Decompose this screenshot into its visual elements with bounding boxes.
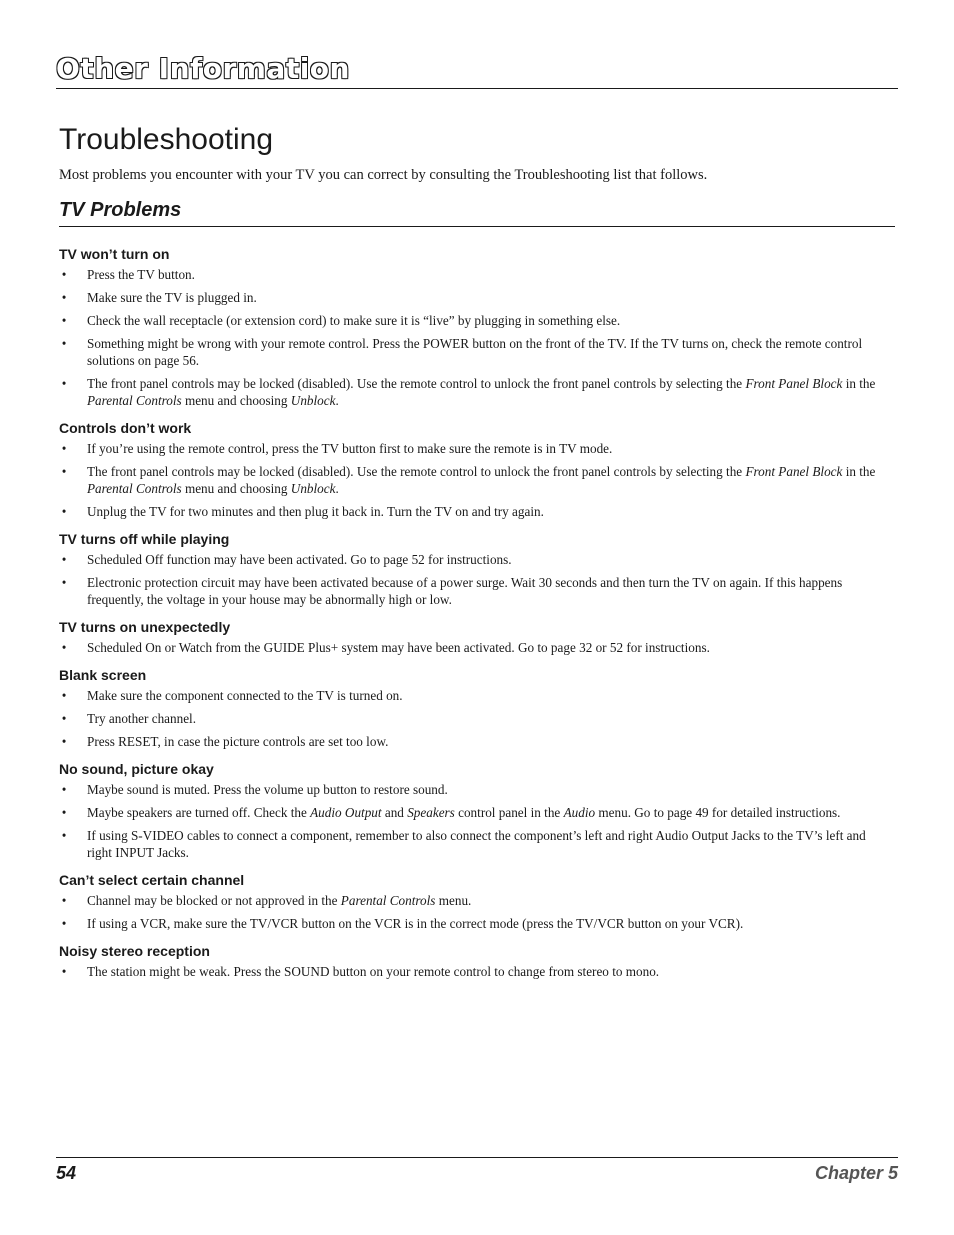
problem-title: Blank screen — [59, 667, 147, 683]
problem-block — [59, 244, 891, 409]
solution-list — [59, 687, 891, 750]
solution-text: Make sure the TV is plugged in. — [87, 290, 257, 305]
bullet-icon: • — [61, 267, 67, 282]
solution-text: Channel may be blocked or not approved in the — [87, 893, 341, 908]
header-rule — [56, 88, 898, 89]
solution-item — [59, 463, 891, 497]
solution-text: and — [381, 805, 408, 820]
bullet-icon: • — [61, 805, 67, 820]
solution-item — [59, 892, 891, 909]
solution-item — [59, 639, 891, 656]
solution-text: If using a VCR, make sure the TV/VCR button on the VCR is in the correct mode (press the TV/VCR button on your VCR). — [87, 916, 744, 931]
solution-text: Unplug the TV for two minutes and then plug it back in. Turn the TV on and try again. — [87, 504, 544, 519]
solution-text: If you’re using the remote control, press the TV button first to make sure the remote is in TV mode. — [87, 441, 613, 456]
problem-title: Can’t select certain channel — [59, 872, 245, 888]
solution-text: The front panel controls may be locked (disabled). Use the remote control to unlock the front panel controls by selecting the — [87, 376, 746, 391]
solution-item — [59, 687, 891, 704]
solution-item — [59, 733, 891, 750]
solution-list — [59, 892, 891, 932]
solution-item — [59, 312, 891, 329]
solution-item — [59, 335, 891, 369]
bullet-icon: • — [61, 964, 67, 979]
problem-block — [59, 617, 891, 656]
bullet-icon: • — [61, 336, 67, 351]
section-title: Troubleshooting — [59, 123, 274, 156]
solution-item — [59, 963, 891, 980]
problem-block — [59, 665, 891, 750]
bullet-icon: • — [61, 504, 67, 519]
menu-reference: Parental Controls — [87, 481, 182, 496]
solution-text: control panel in the — [454, 805, 564, 820]
solution-item — [59, 804, 891, 821]
solution-text: in the — [842, 376, 876, 391]
menu-reference: Speakers — [407, 805, 455, 820]
bullet-icon: • — [61, 290, 67, 305]
menu-reference: Parental Controls — [340, 893, 436, 908]
menu-reference: Front Panel Block — [745, 464, 843, 479]
solution-item — [59, 551, 891, 568]
problem-block — [59, 941, 891, 980]
solution-text: in the — [842, 464, 876, 479]
problems-list — [59, 244, 891, 989]
solution-list — [59, 266, 891, 409]
solution-item — [59, 827, 891, 861]
bullet-icon: • — [61, 893, 67, 908]
problem-title: TV turns off while playing — [59, 531, 230, 547]
problem-block — [59, 418, 891, 520]
subsection-rule — [59, 226, 895, 227]
solution-item — [59, 915, 891, 932]
bullet-icon: • — [61, 464, 67, 479]
solution-text: menu. — [435, 893, 472, 908]
bullet-icon: • — [61, 688, 67, 703]
solution-text: Electronic protection circuit may have been activated because of a power surge. Wait 30 seconds and then turn the TV on again. If this happens frequently, the voltage in your house may be abnormally high or low. — [87, 575, 843, 607]
menu-reference: Parental Controls — [87, 393, 182, 408]
solution-list — [59, 551, 891, 608]
solution-text: Press RESET, in case the picture controls are set too low. — [87, 734, 389, 749]
solution-text: The front panel controls may be locked (disabled). Use the remote control to unlock the front panel controls by selecting the — [87, 464, 746, 479]
solution-text: . — [335, 481, 339, 496]
page-number: 54 — [56, 1163, 77, 1183]
chapter-header: Other Information — [56, 52, 350, 85]
problem-block — [59, 759, 891, 861]
menu-reference: Unblock — [290, 481, 336, 496]
footer-rule — [56, 1157, 898, 1158]
solution-list — [59, 440, 891, 520]
solution-text: Scheduled Off function may have been activated. Go to page 52 for instructions. — [87, 552, 512, 567]
solution-item — [59, 440, 891, 457]
solution-item — [59, 574, 891, 608]
bullet-icon: • — [61, 552, 67, 567]
solution-list — [59, 639, 891, 656]
problem-block — [59, 529, 891, 608]
menu-reference: Audio Output — [310, 805, 382, 820]
solution-item — [59, 289, 891, 306]
subsection-title: TV Problems — [59, 199, 182, 221]
solution-text: Something might be wrong with your remote control. Press the POWER button on the front of the TV. If the TV turns on, check the remote control solutions on page 56. — [87, 336, 863, 368]
solution-text: Check the wall receptacle (or extension cord) to make sure it is “live” by plugging in something else. — [87, 313, 621, 328]
bullet-icon: • — [61, 734, 67, 749]
solution-item — [59, 781, 891, 798]
problem-block — [59, 870, 891, 932]
problem-title: Controls don’t work — [59, 420, 192, 436]
problem-title: No sound, picture okay — [59, 761, 214, 777]
intro-paragraph: Most problems you encounter with your TV you can correct by consulting the Troubleshooting list that follows. — [59, 167, 708, 183]
solution-text: Press the TV button. — [87, 267, 195, 282]
chapter-label: Chapter 5 — [814, 1163, 898, 1183]
solution-text: menu and choosing — [181, 393, 291, 408]
problem-title: TV won’t turn on — [59, 246, 170, 262]
solution-item — [59, 503, 891, 520]
solution-text: The station might be weak. Press the SOUND button on your remote control to change from stereo to mono. — [87, 964, 660, 979]
solution-text: Maybe speakers are turned off. Check the — [87, 805, 311, 820]
solution-item — [59, 375, 891, 409]
bullet-icon: • — [61, 441, 67, 456]
problem-title: Noisy stereo reception — [59, 943, 210, 959]
solution-list — [59, 781, 891, 861]
menu-reference: Front Panel Block — [745, 376, 843, 391]
solution-item — [59, 266, 891, 283]
bullet-icon: • — [61, 313, 67, 328]
problem-title: TV turns on unexpectedly — [59, 619, 231, 635]
bullet-icon: • — [61, 916, 67, 931]
bullet-icon: • — [61, 782, 67, 797]
solution-text: Maybe sound is muted. Press the volume up button to restore sound. — [87, 782, 448, 797]
solution-text: If using S-VIDEO cables to connect a component, remember to also connect the component’s left and right Audio Output Jacks to the TV’s left and right INPUT Jacks. — [87, 828, 866, 860]
menu-reference: Unblock — [290, 393, 336, 408]
bullet-icon: • — [61, 376, 67, 391]
solution-text: . — [335, 393, 339, 408]
solution-text: Try another channel. — [87, 711, 197, 726]
solution-text: menu and choosing — [181, 481, 291, 496]
solution-item — [59, 710, 891, 727]
solution-text: Scheduled On or Watch from the GUIDE Plus+ system may have been activated. Go to page 32 or 52 for instructions. — [87, 640, 710, 655]
menu-reference: Audio — [563, 805, 596, 820]
solution-text: menu. Go to page 49 for detailed instructions. — [595, 805, 841, 820]
bullet-icon: • — [61, 711, 67, 726]
bullet-icon: • — [61, 640, 67, 655]
bullet-icon: • — [61, 828, 67, 843]
solution-text: Make sure the component connected to the TV is turned on. — [87, 688, 403, 703]
bullet-icon: • — [61, 575, 67, 590]
solution-list — [59, 963, 891, 980]
